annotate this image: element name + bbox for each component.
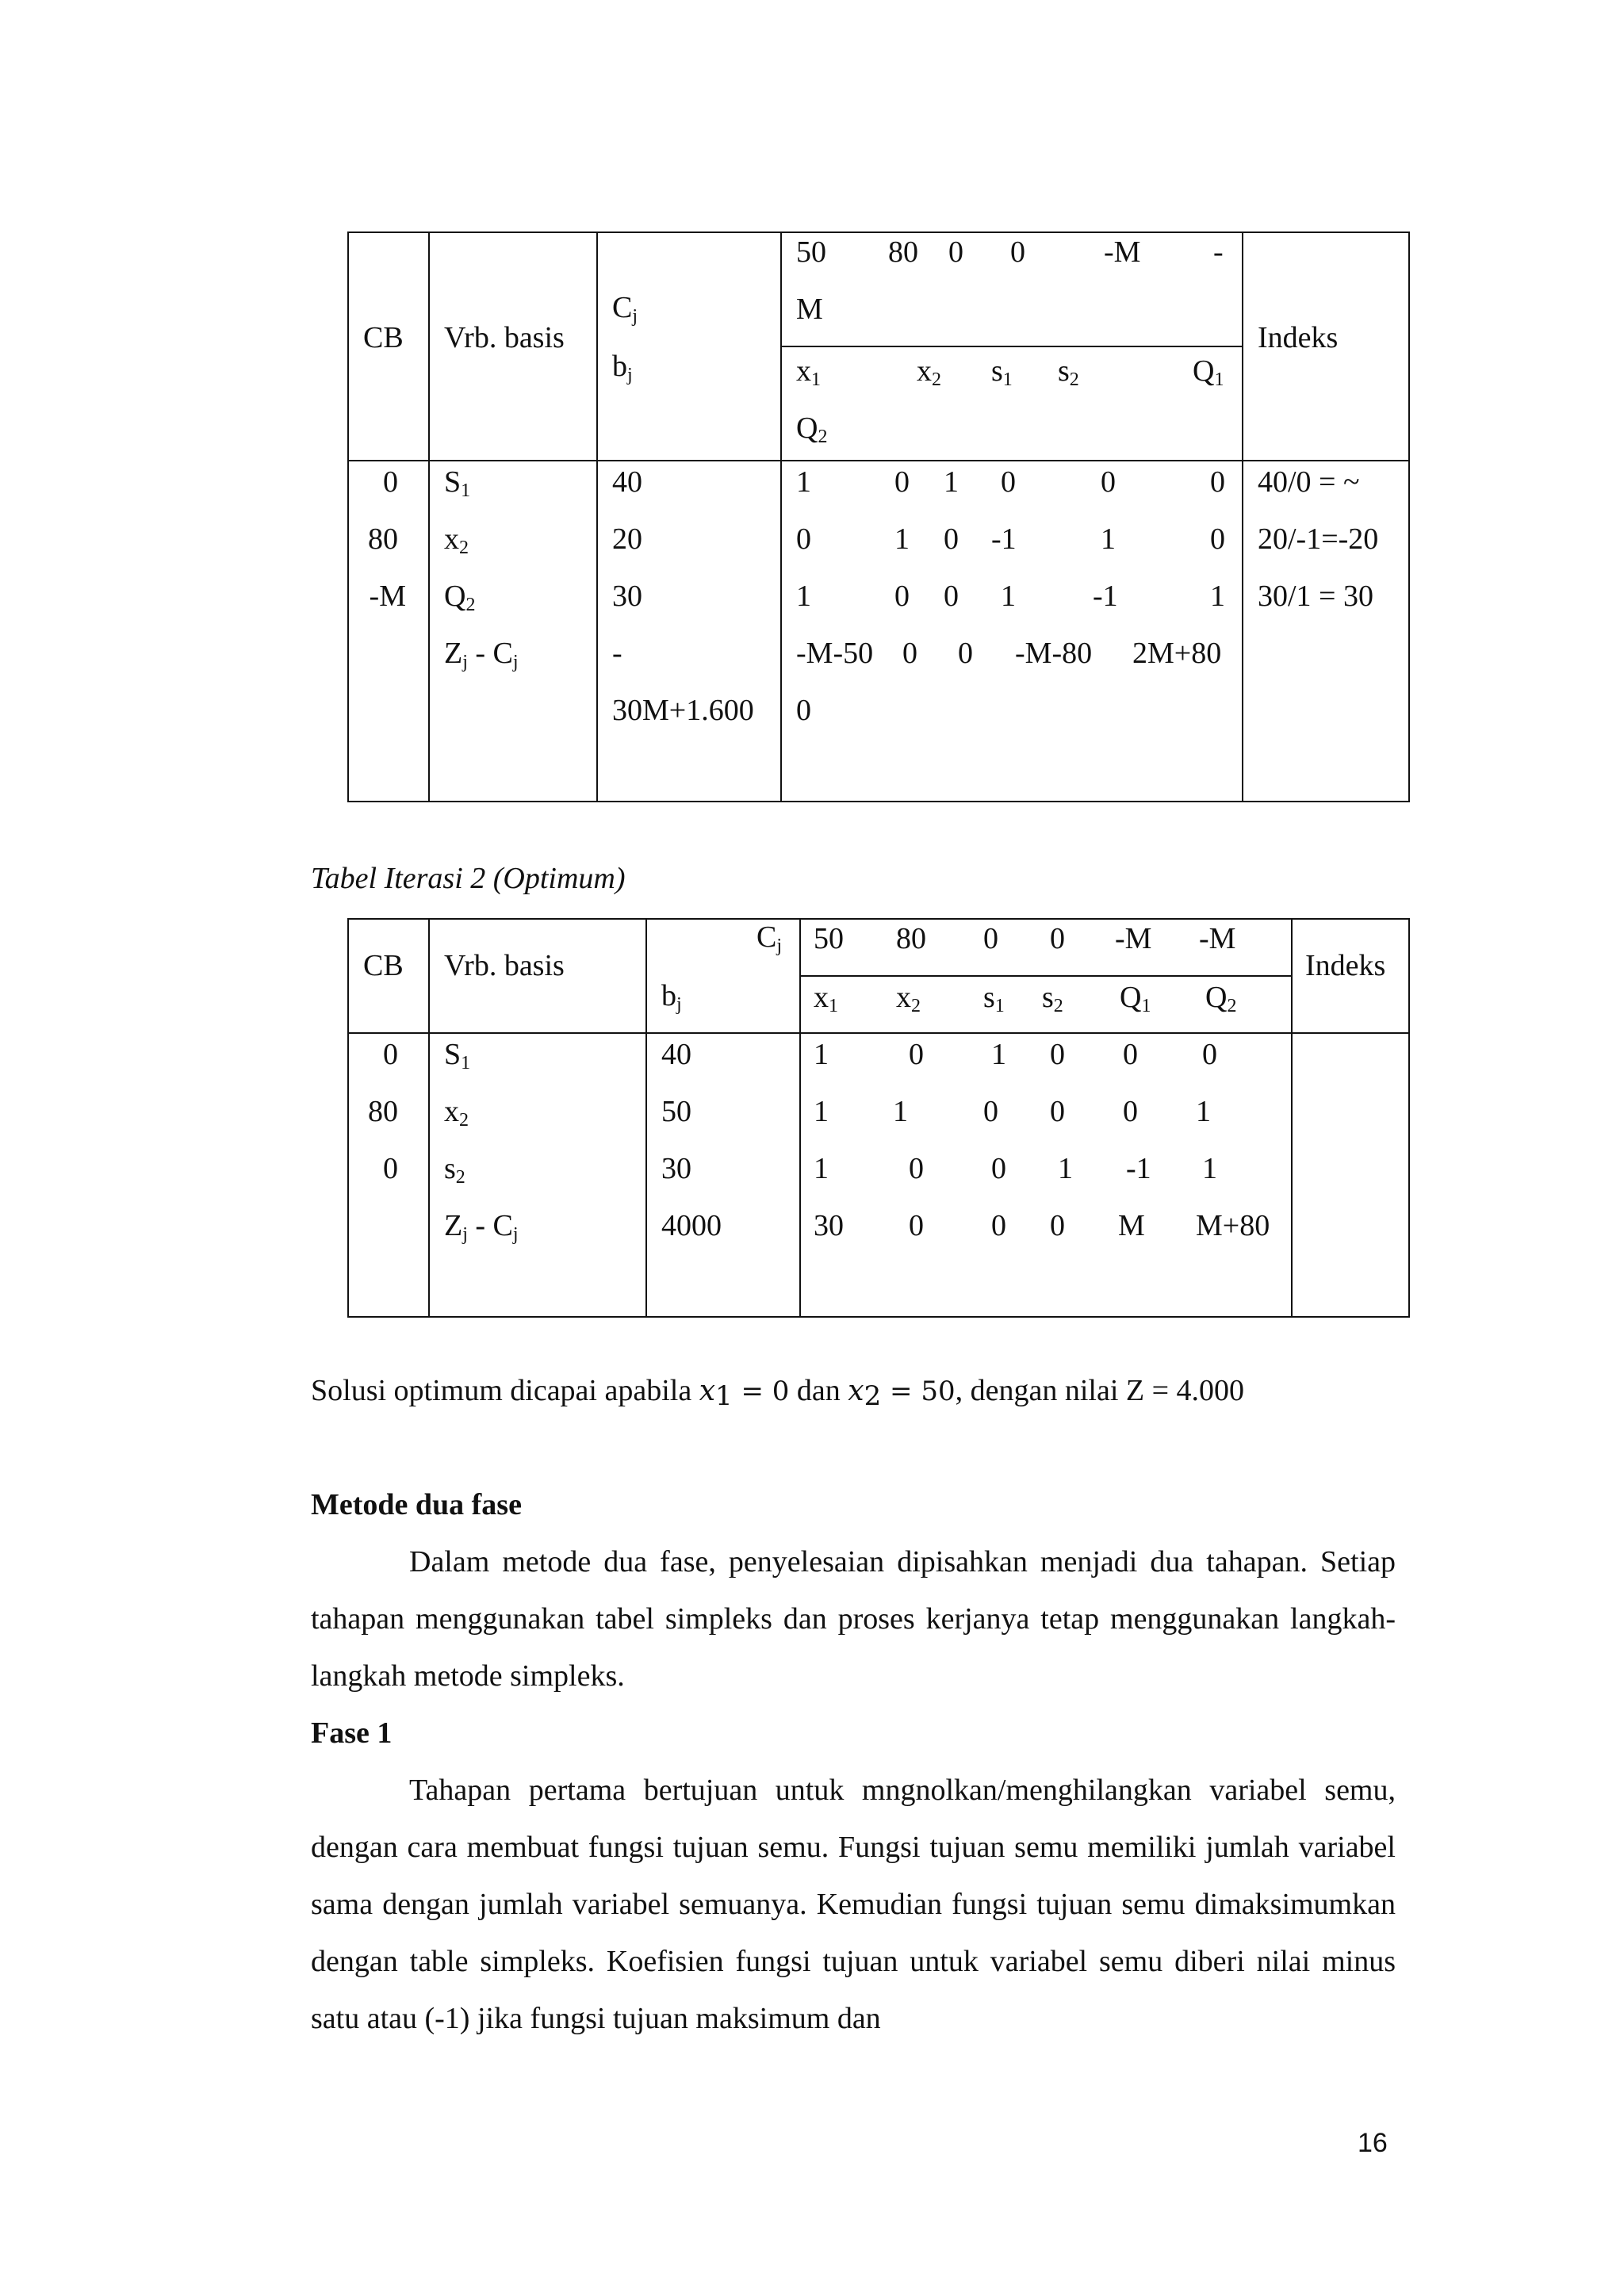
t1-r3-c4: 1 xyxy=(1001,580,1016,613)
t1-r3-cb: -M xyxy=(369,580,406,613)
t1-r1-indeks: 40/0 = ~ xyxy=(1258,465,1360,499)
t2-coef-q1: -M xyxy=(1115,922,1152,955)
t1-zj-c6: 0 xyxy=(796,694,811,727)
t2-header-vrb-basis: Vrb. basis xyxy=(444,949,565,982)
t1-var-q2: $Q_2$ xyxy=(796,411,828,447)
t2-r2-bj: 50 xyxy=(661,1095,691,1128)
t2-r1-c4: 0 xyxy=(1050,1038,1065,1071)
t1-r3-c6: 1 xyxy=(1210,580,1225,613)
t2-coef-x1: 50 xyxy=(814,922,844,955)
t2-coef-x2: 80 xyxy=(896,922,926,955)
t2-r3-basis: $s_2$ xyxy=(444,1152,465,1188)
t2-zj-bj: 4000 xyxy=(661,1209,722,1242)
t1-r1-c4: 0 xyxy=(1001,465,1016,499)
t1-r3-c5: -1 xyxy=(1093,580,1118,613)
t1-header-bj: $b_j$ xyxy=(612,350,633,385)
t1-r1-cb: 0 xyxy=(383,465,398,499)
t1-r2-bj: 20 xyxy=(612,522,642,556)
t2-r3-c6: 1 xyxy=(1202,1152,1217,1185)
t1-r1-c2: 0 xyxy=(894,465,910,499)
t1-var-s2: $s_2$ xyxy=(1058,354,1079,390)
t1-r3-c1: 1 xyxy=(796,580,811,613)
t2-r3-c3: 0 xyxy=(991,1152,1006,1185)
t1-var-s1: $s_1$ xyxy=(991,354,1013,390)
t2-var-x1: $x_1$ xyxy=(814,981,838,1016)
t2-r2-c3: 0 xyxy=(983,1095,998,1128)
t1-r3-c3: 0 xyxy=(944,580,959,613)
heading-fase-1: Fase 1 xyxy=(311,1716,393,1750)
t2-coef-s1: 0 xyxy=(983,922,998,955)
t2-coef-s2: 0 xyxy=(1050,922,1065,955)
t2-zj-c1: 30 xyxy=(814,1209,844,1242)
t2-r3-c1: 1 xyxy=(814,1152,829,1185)
t2-zj-c4: 0 xyxy=(1050,1209,1065,1242)
t2-r3-c5: -1 xyxy=(1126,1152,1151,1185)
table-2-caption: Tabel Iterasi 2 (Optimum) xyxy=(311,862,626,895)
t1-zj-label: $Z_j - C_j$ xyxy=(444,637,519,672)
t1-coef-x2: 80 xyxy=(888,235,918,269)
t1-r1-bj: 40 xyxy=(612,465,642,499)
t1-coef-q1: -M xyxy=(1104,235,1141,269)
t1-var-x2: $x_2$ xyxy=(917,354,941,390)
t1-r2-basis: $x_2$ xyxy=(444,522,469,558)
t1-r3-indeks: 30/1 = 30 xyxy=(1258,580,1373,613)
t2-r2-cb: 80 xyxy=(368,1095,398,1128)
t1-coef-s2: 0 xyxy=(1010,235,1025,269)
t1-coef-s1: 0 xyxy=(948,235,963,269)
t1-coef-q2-m: M xyxy=(796,293,823,326)
t1-var-x1: $x_1$ xyxy=(796,354,821,390)
t1-zj-c4: -M-80 xyxy=(1015,637,1093,670)
t2-r3-c2: 0 xyxy=(909,1152,924,1185)
t1-header-indeks: Indeks xyxy=(1258,321,1339,354)
solution-statement: Solusi optimum dicapai apabila $x_1 = 0$ dan $x_2 = 50$, dengan nilai Z = 4.000 xyxy=(311,1374,1245,1412)
t2-coef-q2: -M xyxy=(1199,922,1236,955)
t2-header-cj: $C_j$ xyxy=(756,920,783,956)
t2-r2-c1: 1 xyxy=(814,1095,829,1128)
t1-header-cj: $C_j$ xyxy=(612,291,638,327)
t2-r2-c5: 0 xyxy=(1123,1095,1138,1128)
t2-r2-basis: $x_2$ xyxy=(444,1095,469,1131)
t1-zj-c3: 0 xyxy=(958,637,973,670)
t2-var-q1: $Q_1$ xyxy=(1120,981,1151,1016)
t1-r1-c5: 0 xyxy=(1101,465,1116,499)
t1-header-cb: CB xyxy=(363,321,404,354)
t1-r1-c3: 1 xyxy=(944,465,959,499)
t2-r1-basis: $S_1$ xyxy=(444,1038,471,1073)
t2-zj-c6: M+80 xyxy=(1196,1209,1270,1242)
t1-r2-cb: 80 xyxy=(368,522,398,556)
t2-var-x2: $x_2$ xyxy=(896,981,921,1016)
t1-r3-c2: 0 xyxy=(894,580,910,613)
t2-zj-c5: M xyxy=(1118,1209,1145,1242)
heading-metode-dua-fase: Metode dua fase xyxy=(311,1488,522,1521)
t1-r1-basis: $S_1$ xyxy=(444,465,471,501)
t1-r2-c1: 0 xyxy=(796,522,811,556)
t2-r3-c4: 1 xyxy=(1058,1152,1073,1185)
t1-coef-x1: 50 xyxy=(796,235,826,269)
t2-r1-bj: 40 xyxy=(661,1038,691,1071)
paragraph-metode-dua-fase: Dalam metode dua fase, penyelesaian dipisahkan menjadi dua tahapan. Setiap tahapan menggunakan tabel simpleks dan proses kerjanya tetap menggunakan langkah-langkah metode simpleks. xyxy=(311,1545,1396,1693)
t2-r2-c6: 1 xyxy=(1196,1095,1211,1128)
t2-r1-c3: 1 xyxy=(991,1038,1006,1071)
page-number: 16 xyxy=(1358,2128,1388,2158)
t1-r2-indeks: 20/-1=-20 xyxy=(1258,522,1379,556)
t1-var-q1: $Q_1$ xyxy=(1193,354,1224,390)
t2-r1-c2: 0 xyxy=(909,1038,924,1071)
t1-zj-c5: 2M+80 xyxy=(1132,637,1222,670)
t1-r3-basis: $Q_2$ xyxy=(444,580,476,615)
t2-r3-cb: 0 xyxy=(383,1152,398,1185)
t1-coef-q2-dash: - xyxy=(1213,235,1224,269)
t1-header-vrb-basis: Vrb. basis xyxy=(444,321,565,354)
t2-header-bj: $b_j$ xyxy=(661,979,682,1015)
t1-zj-c2: 0 xyxy=(902,637,917,670)
t1-r2-c3: 0 xyxy=(944,522,959,556)
t1-zj-c1: -M-50 xyxy=(796,637,874,670)
t2-var-s1: $s_1$ xyxy=(983,981,1005,1016)
t1-r3-bj: 30 xyxy=(612,580,642,613)
t2-zj-c3: 0 xyxy=(991,1209,1006,1242)
t1-r1-c1: 1 xyxy=(796,465,811,499)
t2-var-s2: $s_2$ xyxy=(1042,981,1063,1016)
t2-r3-bj: 30 xyxy=(661,1152,691,1185)
t2-r2-c4: 0 xyxy=(1050,1095,1065,1128)
t2-r1-c1: 1 xyxy=(814,1038,829,1071)
t2-header-indeks: Indeks xyxy=(1305,949,1386,982)
t1-r2-c2: 1 xyxy=(894,522,910,556)
t1-r2-c6: 0 xyxy=(1210,522,1225,556)
t2-r2-c2: 1 xyxy=(893,1095,908,1128)
t1-r2-c4: -1 xyxy=(991,522,1017,556)
t2-header-cb: CB xyxy=(363,949,404,982)
t1-zj-bj-dash: - xyxy=(612,637,622,670)
t2-var-q2: $Q_2$ xyxy=(1205,981,1237,1016)
t2-zj-c2: 0 xyxy=(909,1209,924,1242)
paragraph-fase-1: Tahapan pertama bertujuan untuk mngnolkan/menghilangkan variabel semu, dengan cara membuat fungsi tujuan semu. Fungsi tujuan semu memiliki jumlah variabel sama dengan jumlah variabel semuanya. Kemudian fungsi tujuan semu dimaksimumkan dengan table simpleks. Koefisien fungsi tujuan untuk variabel semu diberi nilai minus satu atau (-1) jika fungsi tujuan maksimum dan xyxy=(311,1774,1396,2035)
t2-zj-label: $Z_j - C_j$ xyxy=(444,1209,519,1245)
t2-r1-cb: 0 xyxy=(383,1038,398,1071)
t2-r1-c5: 0 xyxy=(1123,1038,1138,1071)
t1-r1-c6: 0 xyxy=(1210,465,1225,499)
t2-r1-c6: 0 xyxy=(1202,1038,1217,1071)
t1-zj-bj-value: 30M+1.600 xyxy=(612,694,754,727)
t1-r2-c5: 1 xyxy=(1101,522,1116,556)
